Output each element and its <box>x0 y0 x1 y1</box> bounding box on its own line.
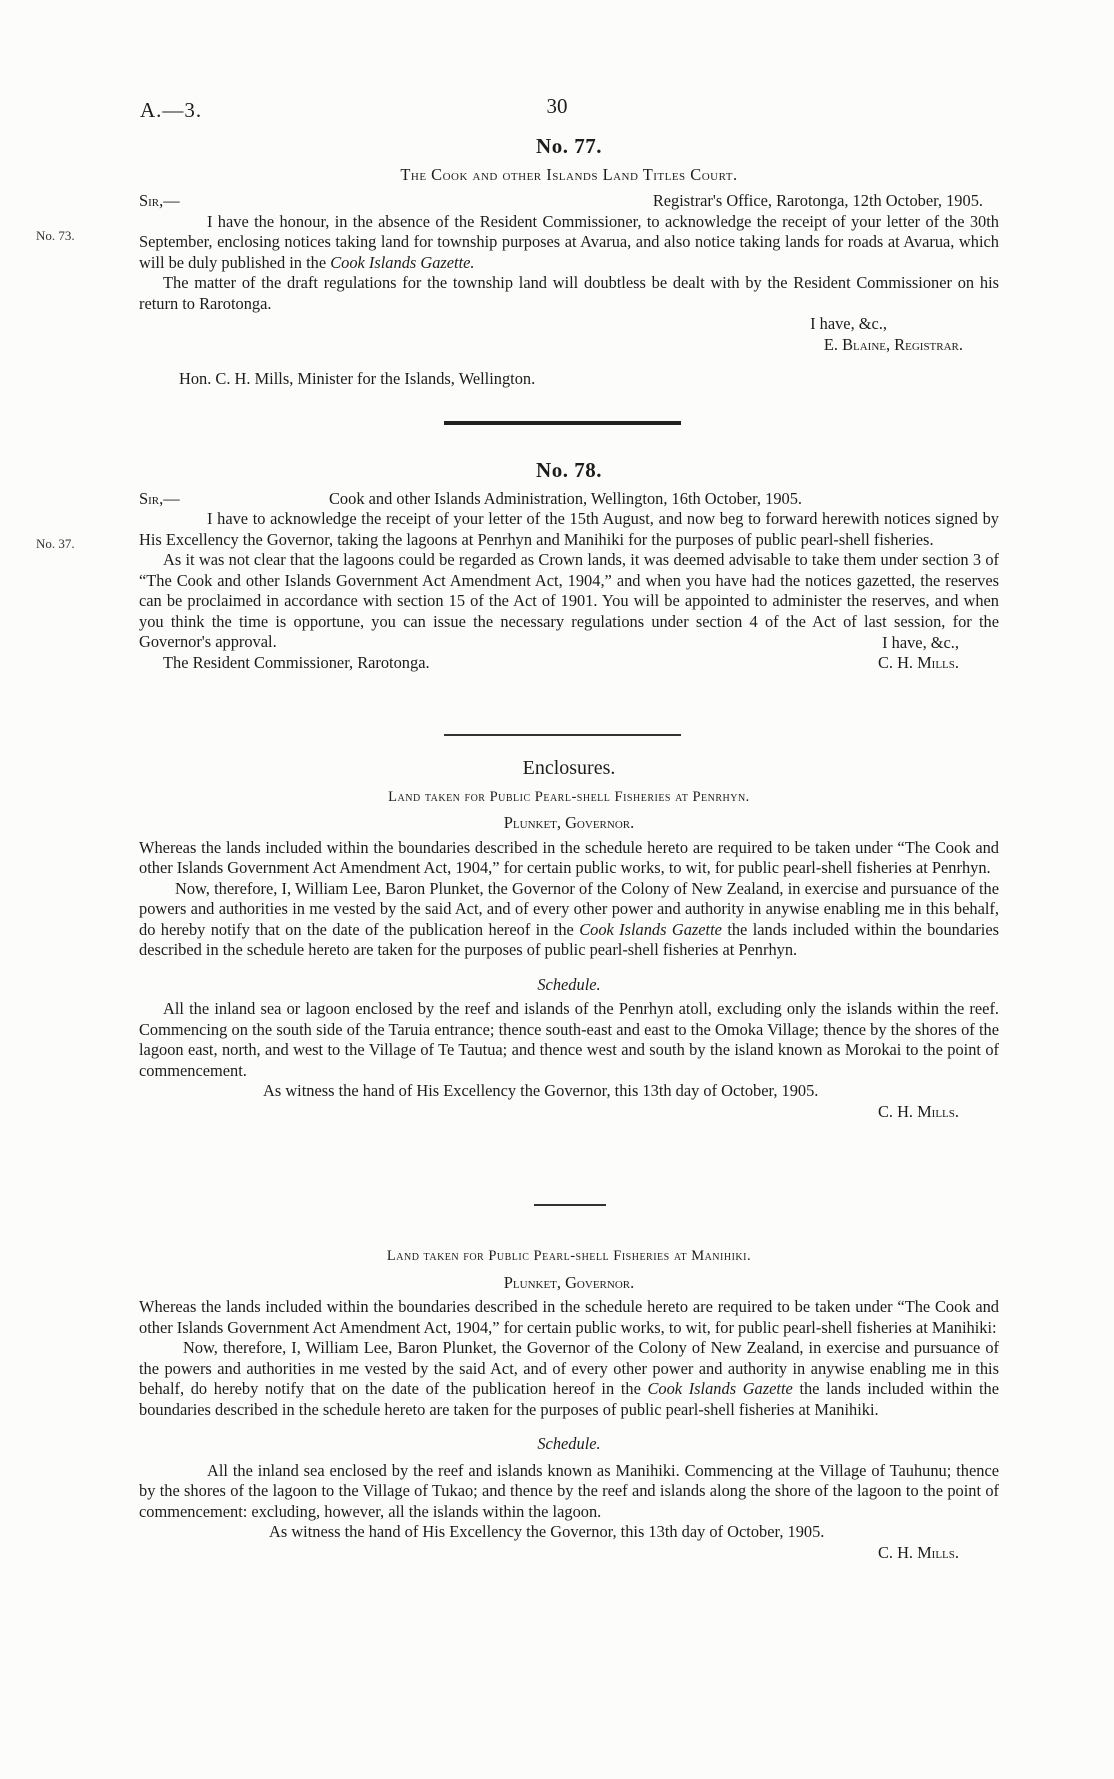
addressee: The Resident Commissioner, Rarotonga. <box>163 652 430 672</box>
paragraph-text: the lands included within the boundaries described in the schedule hereto are taken for the purposes of public pearl-shell fisheries at Manihiki. <box>139 1379 999 1419</box>
enclosures-title: Enclosures. <box>522 757 616 779</box>
paragraph-text: Now, therefore, I, William Lee, Baron Plunket, the Governor of the Colony of New Zealand, in exercise and pursuance of the powers and authorities in me vested by the said Act, and of every other power and authority in anywise enabling me in this behalf, do hereby notify that on the date of the publication hereof in the <box>139 878 999 939</box>
closing-block <box>877 632 959 674</box>
letter-number: No. 78. <box>536 458 602 482</box>
penrhyn-heading: Land taken for Public Pearl-shell Fisheries at Penrhyn. <box>388 788 750 805</box>
manihiki-heading: Land taken for Public Pearl-shell Fisheries at Manihiki. <box>386 1248 752 1264</box>
place-date: Registrar's Office, Rarotonga, 12th October, 1905. <box>652 191 983 210</box>
signature: C. H. Mills. <box>877 1542 959 1562</box>
paragraph: I have to acknowledge the receipt of your letter of the 15th August, and now beg to forward herewith notices signed by His Excellency the Governor, taking the lagoons at Penrhyn and Manihiki for the purposes of public pearl-shell fisheries. <box>139 509 999 549</box>
closing: I have, &c., <box>810 314 887 333</box>
gazette-title: Cook Islands Gazette. <box>330 252 475 272</box>
letter-number: No. 77. <box>536 134 602 158</box>
court-heading: The Cook and other Islands Land Titles Court. <box>400 164 738 184</box>
salutation: Sir,— <box>139 191 180 210</box>
schedule-text: All the inland sea or lagoon enclosed by the reef and islands of the Penrhyn atoll, excluding only the islands within the reef. Commencing on the south side of the Taruia entrance; thence south-east and east to the Omoka Village; thence by the shores of the lagoon east, north, and west to the Village of Te Tautua; and thence west and south by the island known as Morokai to the point of commencement. <box>139 999 999 1080</box>
paragraph-text: I have the honour, in the absence of the Resident Commissioner, to acknowledge the receipt of your letter of the 30th September, enclosing notices taking land for township purposes at Avarua, and also notice taking lands for roads at Avarua, which will be duly published in the <box>139 211 999 272</box>
section-divider <box>534 1204 606 1206</box>
witness-line: As witness the hand of His Excellency the Governor, this 13th day of October, 1905. <box>269 1522 825 1541</box>
margin-reference-77: No. 73. <box>36 228 75 243</box>
signature: C. H. Mills. <box>877 1101 959 1121</box>
paper-reference: A.—3. <box>140 98 203 122</box>
paragraph: The matter of the draft regulations for the township land will doubtless be dealt with by the Resident Commissioner on his return to Rarotonga. <box>139 273 999 313</box>
enclosures <box>139 758 999 1122</box>
place-date: Cook and other Islands Administration, Wellington, 16th October, 1905. <box>329 488 802 508</box>
addressee: Hon. C. H. Mills, Minister for the Islands, Wellington. <box>179 369 536 388</box>
gazette-title: Cook Islands Gazette <box>579 919 722 939</box>
closing-row <box>139 632 999 674</box>
letter-77 <box>139 136 999 390</box>
gazette-title: Cook Islands Gazette <box>647 1379 793 1398</box>
manihiki-enclosure <box>139 1246 999 1563</box>
whereas-paragraph: Whereas the lands included within the boundaries described in the schedule hereto are required to be taken under “The Cook and other Islands Government Act Amendment Act, 1904,” for certain public works, to wit, for public pearl-shell fisheries at Penrhyn. <box>139 837 999 877</box>
paragraph: As it was not clear that the lagoons could be regarded as Crown lands, it was deemed advisable to take them under section 3 of “The Cook and other Islands Government Act Amendment Act, 1904,” and when you have had the notices gazetted, the reserves can be proclaimed in accordance with section 15 of the Act of 1901. You will be appointed to administer the reserves, and when you think the time is opportune, you can issue the necessary regulations under section 4 of the Act of last session, for the Governor's approval. <box>139 550 999 651</box>
schedule-title: Schedule. <box>537 974 601 994</box>
salutation-row <box>139 191 999 212</box>
paragraph-text: the lands included within the boundaries described in the schedule hereto are taken for the purposes of public pearl-shell fisheries at Penrhyn. <box>139 919 1000 959</box>
letter-78 <box>139 460 999 674</box>
section-divider <box>444 421 681 425</box>
now-therefore-paragraph <box>139 1338 999 1420</box>
whereas-paragraph: Whereas the lands included within the boundaries described in the schedule hereto are required to be taken under “The Cook and other Islands Government Act Amendment Act, 1904,” for certain public works, to wit, for public pearl-shell fisheries at Manihiki: <box>139 1297 999 1337</box>
salutation: Sir,— <box>139 488 180 508</box>
schedule-title: Schedule. <box>537 1434 601 1453</box>
page-number: 30 <box>546 94 568 118</box>
witness-line: As witness the hand of His Excellency the Governor, this 13th day of October, 1905. <box>263 1081 819 1100</box>
signature: C. H. Mills. <box>877 653 959 672</box>
schedule-text: All the inland sea enclosed by the reef and islands known as Manihiki. Commencing at the Village of Tauhunu; thence by the shores of the lagoon to the Village of Tukao; and thence by the reef and islands along the shore of the lagoon to the point of commencement: excluding, however, all the islands within the lagoon. <box>139 1460 999 1521</box>
salutation-row <box>139 489 999 510</box>
governor-line: Plunket, Governor. <box>503 1272 635 1292</box>
section-divider <box>444 734 681 736</box>
closing: I have, &c., <box>882 632 959 652</box>
paragraph-text: Now, therefore, I, William Lee, Baron Plunket, the Governor of the Colony of New Zealand, in exercise and pursuance of the powers and authorities in me vested by the said Act, and of every other power and authority in anywise enabling me in this behalf, do hereby notify that on the date of the publication hereof in the <box>139 1338 999 1398</box>
now-therefore-paragraph <box>139 879 999 961</box>
paragraph <box>139 212 999 274</box>
governor-line: Plunket, Governor. <box>503 813 635 832</box>
margin-reference-78: No. 37. <box>36 536 75 551</box>
signature: E. Blaine, Registrar. <box>823 334 963 354</box>
